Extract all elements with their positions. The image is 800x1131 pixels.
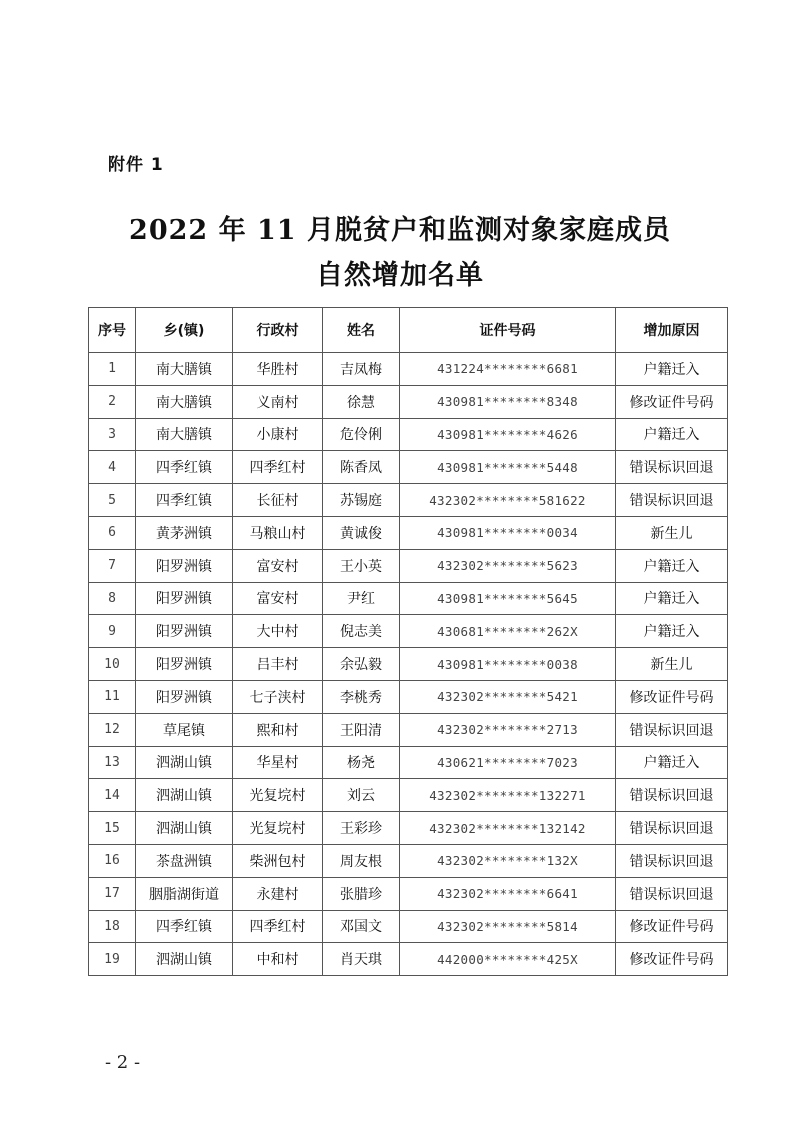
cell-village: 富安村 <box>233 549 323 582</box>
cell-village: 华星村 <box>233 746 323 779</box>
cell-reason: 户籍迁入 <box>616 353 728 386</box>
table-row <box>89 713 728 746</box>
cell-reason: 错误标识回退 <box>616 877 728 910</box>
cell-name: 黄诚俊 <box>323 516 400 549</box>
cell-village: 华胜村 <box>233 353 323 386</box>
cell-reason: 错误标识回退 <box>616 713 728 746</box>
cell-index: 18 <box>89 910 136 943</box>
header-town: 乡(镇) <box>136 308 233 353</box>
header-name: 姓名 <box>323 308 400 353</box>
cell-reason: 修改证件号码 <box>616 943 728 976</box>
cell-town: 四季红镇 <box>136 451 233 484</box>
cell-reason: 新生儿 <box>616 648 728 681</box>
cell-town: 泗湖山镇 <box>136 746 233 779</box>
cell-index: 2 <box>89 385 136 418</box>
cell-town: 茶盘洲镇 <box>136 844 233 877</box>
page-number: - 2 - <box>105 1052 141 1073</box>
cell-reason: 错误标识回退 <box>616 484 728 517</box>
cell-id-number: 430681********262X <box>400 615 616 648</box>
cell-id-number: 430981********4626 <box>400 418 616 451</box>
table-row <box>89 615 728 648</box>
document-title-line-2: 自然增加名单 <box>316 260 484 291</box>
cell-village: 光复垸村 <box>233 812 323 845</box>
cell-name: 肖天琪 <box>323 943 400 976</box>
cell-id-number: 431224********6681 <box>400 353 616 386</box>
cell-id-number: 432302********132271 <box>400 779 616 812</box>
cell-id-number: 430981********0034 <box>400 516 616 549</box>
cell-index: 17 <box>89 877 136 910</box>
cell-reason: 修改证件号码 <box>616 680 728 713</box>
cell-index: 13 <box>89 746 136 779</box>
cell-village: 光复垸村 <box>233 779 323 812</box>
cell-index: 11 <box>89 680 136 713</box>
cell-index: 1 <box>89 353 136 386</box>
cell-index: 10 <box>89 648 136 681</box>
cell-reason: 修改证件号码 <box>616 385 728 418</box>
cell-village: 柴洲包村 <box>233 844 323 877</box>
cell-name: 张腊珍 <box>323 877 400 910</box>
cell-name: 杨尧 <box>323 746 400 779</box>
table-row <box>89 549 728 582</box>
cell-id-number: 432302********132142 <box>400 812 616 845</box>
table-row <box>89 516 728 549</box>
cell-name: 倪志美 <box>323 615 400 648</box>
cell-id-number: 430981********8348 <box>400 385 616 418</box>
cell-name: 苏锡庭 <box>323 484 400 517</box>
cell-id-number: 442000********425X <box>400 943 616 976</box>
cell-village: 吕丰村 <box>233 648 323 681</box>
cell-town: 胭脂湖街道 <box>136 877 233 910</box>
header-village: 行政村 <box>233 308 323 353</box>
table-row <box>89 910 728 943</box>
cell-name: 徐慧 <box>323 385 400 418</box>
cell-id-number: 430981********5448 <box>400 451 616 484</box>
cell-town: 南大膳镇 <box>136 353 233 386</box>
table-row <box>89 418 728 451</box>
table-row <box>89 680 728 713</box>
cell-reason: 错误标识回退 <box>616 844 728 877</box>
table-row <box>89 943 728 976</box>
attachment-label: 附件 1 <box>108 155 164 175</box>
cell-index: 19 <box>89 943 136 976</box>
cell-town: 黄茅洲镇 <box>136 516 233 549</box>
cell-id-number: 432302********2713 <box>400 713 616 746</box>
cell-village: 熙和村 <box>233 713 323 746</box>
cell-name: 王阳清 <box>323 713 400 746</box>
cell-reason: 错误标识回退 <box>616 451 728 484</box>
cell-town: 阳罗洲镇 <box>136 615 233 648</box>
cell-village: 长征村 <box>233 484 323 517</box>
table-row <box>89 353 728 386</box>
cell-index: 15 <box>89 812 136 845</box>
cell-village: 小康村 <box>233 418 323 451</box>
cell-reason: 户籍迁入 <box>616 582 728 615</box>
cell-name: 尹红 <box>323 582 400 615</box>
cell-name: 危伶俐 <box>323 418 400 451</box>
cell-index: 5 <box>89 484 136 517</box>
cell-name: 王小英 <box>323 549 400 582</box>
cell-name: 李桃秀 <box>323 680 400 713</box>
cell-reason: 户籍迁入 <box>616 746 728 779</box>
cell-name: 王彩珍 <box>323 812 400 845</box>
header-id-number: 证件号码 <box>400 308 616 353</box>
table-row <box>89 451 728 484</box>
table-row <box>89 746 728 779</box>
cell-town: 阳罗洲镇 <box>136 680 233 713</box>
cell-name: 邓国文 <box>323 910 400 943</box>
cell-town: 四季红镇 <box>136 910 233 943</box>
cell-village: 四季红村 <box>233 451 323 484</box>
table-row <box>89 484 728 517</box>
cell-index: 12 <box>89 713 136 746</box>
cell-index: 4 <box>89 451 136 484</box>
cell-reason: 户籍迁入 <box>616 549 728 582</box>
cell-id-number: 432302********5814 <box>400 910 616 943</box>
cell-name: 余弘毅 <box>323 648 400 681</box>
cell-village: 大中村 <box>233 615 323 648</box>
table-row <box>89 812 728 845</box>
cell-reason: 修改证件号码 <box>616 910 728 943</box>
cell-village: 马粮山村 <box>233 516 323 549</box>
cell-village: 四季红村 <box>233 910 323 943</box>
table-row <box>89 385 728 418</box>
cell-name: 吉凤梅 <box>323 353 400 386</box>
document-title-line-1: 2022 年 11 月脱贫户和监测对象家庭成员 <box>129 215 671 246</box>
cell-index: 9 <box>89 615 136 648</box>
table-row <box>89 582 728 615</box>
cell-town: 阳罗洲镇 <box>136 582 233 615</box>
cell-index: 6 <box>89 516 136 549</box>
cell-town: 南大膳镇 <box>136 418 233 451</box>
header-index: 序号 <box>89 308 136 353</box>
cell-id-number: 430981********0038 <box>400 648 616 681</box>
table-row <box>89 844 728 877</box>
household-member-table <box>88 307 728 976</box>
cell-reason: 户籍迁入 <box>616 418 728 451</box>
cell-id-number: 430621********7023 <box>400 746 616 779</box>
cell-town: 草尾镇 <box>136 713 233 746</box>
table-row <box>89 648 728 681</box>
header-reason: 增加原因 <box>616 308 728 353</box>
cell-town: 泗湖山镇 <box>136 943 233 976</box>
cell-town: 阳罗洲镇 <box>136 549 233 582</box>
cell-index: 8 <box>89 582 136 615</box>
cell-index: 16 <box>89 844 136 877</box>
cell-id-number: 432302********581622 <box>400 484 616 517</box>
cell-reason: 新生儿 <box>616 516 728 549</box>
cell-town: 阳罗洲镇 <box>136 648 233 681</box>
cell-name: 陈香凤 <box>323 451 400 484</box>
table-header-row <box>89 308 728 353</box>
cell-name: 周友根 <box>323 844 400 877</box>
cell-reason: 错误标识回退 <box>616 812 728 845</box>
cell-id-number: 432302********5623 <box>400 549 616 582</box>
cell-reason: 错误标识回退 <box>616 779 728 812</box>
cell-village: 永建村 <box>233 877 323 910</box>
table-row <box>89 877 728 910</box>
cell-reason: 户籍迁入 <box>616 615 728 648</box>
cell-id-number: 432302********132X <box>400 844 616 877</box>
cell-town: 南大膳镇 <box>136 385 233 418</box>
cell-town: 泗湖山镇 <box>136 779 233 812</box>
cell-name: 刘云 <box>323 779 400 812</box>
cell-index: 14 <box>89 779 136 812</box>
cell-id-number: 430981********5645 <box>400 582 616 615</box>
cell-index: 7 <box>89 549 136 582</box>
cell-index: 3 <box>89 418 136 451</box>
cell-town: 泗湖山镇 <box>136 812 233 845</box>
cell-id-number: 432302********6641 <box>400 877 616 910</box>
cell-village: 七子浃村 <box>233 680 323 713</box>
cell-village: 中和村 <box>233 943 323 976</box>
cell-id-number: 432302********5421 <box>400 680 616 713</box>
cell-village: 富安村 <box>233 582 323 615</box>
table-row <box>89 779 728 812</box>
cell-village: 义南村 <box>233 385 323 418</box>
cell-town: 四季红镇 <box>136 484 233 517</box>
